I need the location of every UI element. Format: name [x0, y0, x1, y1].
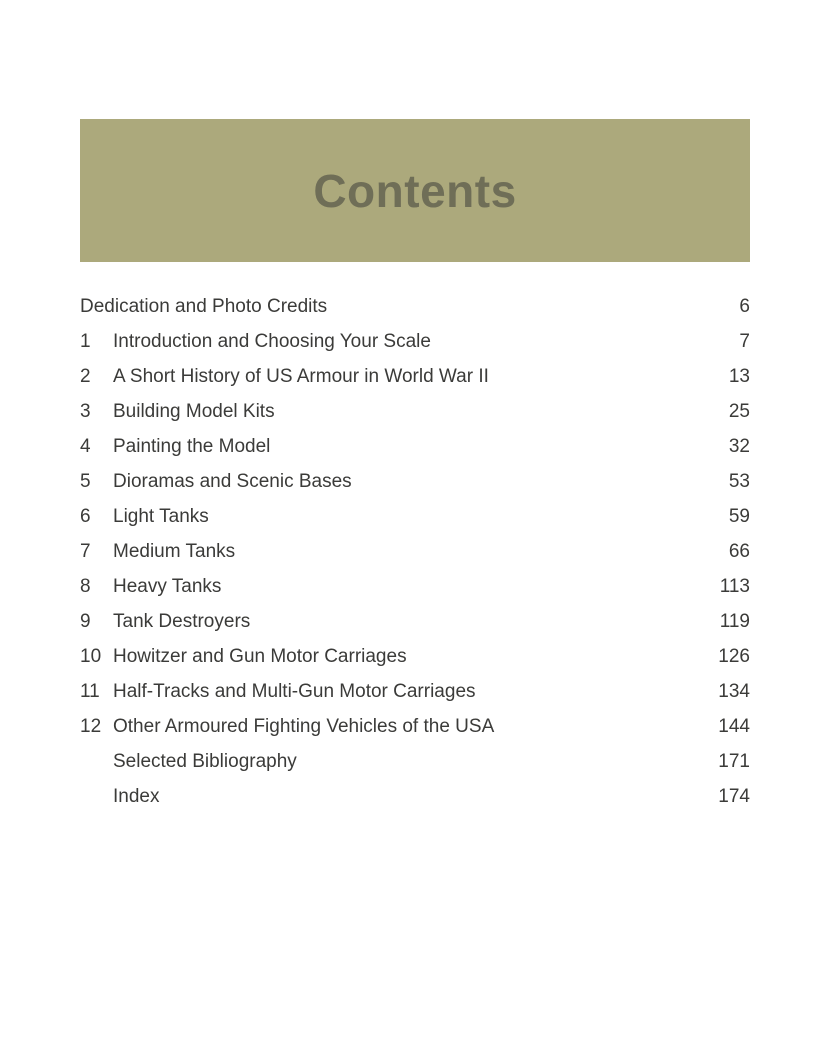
toc-entry-title: Dioramas and Scenic Bases	[113, 471, 352, 492]
toc-entry-title: Index	[113, 786, 160, 807]
toc-chapter-number	[80, 744, 113, 779]
toc-row	[80, 499, 750, 534]
toc-chapter-number	[80, 779, 113, 814]
toc-page-number: 13	[728, 366, 750, 387]
toc-page-number: 32	[728, 436, 750, 457]
toc-entry-title: Selected Bibliography	[113, 751, 297, 772]
toc-chapter-number: 9	[80, 611, 91, 632]
toc-chapter-number: 11	[80, 681, 100, 702]
toc-list	[80, 289, 750, 814]
toc-entry-title: Tank Destroyers	[113, 611, 251, 632]
toc-chapter-number: 8	[80, 576, 91, 597]
toc-chapter-number: 6	[80, 506, 91, 527]
toc-row	[80, 429, 750, 464]
toc-chapter-number: 4	[80, 436, 91, 457]
toc-entry-title: Dedication and Photo Credits	[80, 296, 328, 317]
toc-page-number: 119	[719, 611, 750, 632]
toc-row	[80, 394, 750, 429]
toc-chapter-number: 7	[80, 541, 91, 562]
toc-row	[80, 569, 750, 604]
toc-page-number: 7	[739, 331, 750, 352]
toc-page-number: 144	[718, 716, 750, 737]
toc-row	[80, 324, 750, 359]
toc-chapter-number: 12	[80, 716, 102, 737]
toc-page-number: 126	[718, 646, 750, 667]
toc-chapter-number: 3	[80, 401, 91, 422]
toc-row	[80, 289, 750, 324]
toc-chapter-number: 1	[80, 331, 91, 352]
toc-entry-title: Medium Tanks	[113, 541, 236, 562]
toc-entry-title: Half-Tracks and Multi-Gun Motor Carriages	[113, 681, 476, 702]
toc-page-number: 113	[719, 576, 750, 597]
toc-page-number: 174	[718, 786, 750, 807]
toc-row	[80, 744, 750, 779]
page-title: Contents	[313, 164, 517, 217]
toc-page-number: 53	[728, 471, 750, 492]
toc-chapter-number: 2	[80, 366, 91, 387]
toc-row	[80, 639, 750, 674]
toc-row	[80, 709, 750, 744]
toc-page-number: 171	[718, 751, 750, 772]
toc-row	[80, 464, 750, 499]
toc-row	[80, 534, 750, 569]
toc-page-number: 59	[728, 506, 750, 527]
toc-entry-title: Heavy Tanks	[113, 576, 222, 597]
toc-chapter-number: 10	[80, 646, 102, 667]
toc-page-number: 6	[739, 296, 750, 317]
toc-row	[80, 604, 750, 639]
toc-entry-title: Introduction and Choosing Your Scale	[113, 331, 431, 352]
toc-chapter-number: 5	[80, 471, 91, 492]
toc-entry-title: Howitzer and Gun Motor Carriages	[113, 646, 407, 667]
toc-entry-title: Other Armoured Fighting Vehicles of the USA	[113, 716, 495, 737]
toc-entry-title: Light Tanks	[113, 506, 209, 527]
toc-page-number: 134	[718, 681, 750, 702]
toc-page-number: 66	[728, 541, 750, 562]
toc-row	[80, 674, 750, 709]
toc-page-number: 25	[728, 401, 750, 422]
toc-row	[80, 359, 750, 394]
contents-banner	[80, 119, 750, 262]
toc-entry-title: Building Model Kits	[113, 401, 275, 422]
toc-row	[80, 779, 750, 814]
toc-entry-title: A Short History of US Armour in World War II	[113, 366, 489, 387]
toc-entry-title: Painting the Model	[113, 436, 271, 457]
